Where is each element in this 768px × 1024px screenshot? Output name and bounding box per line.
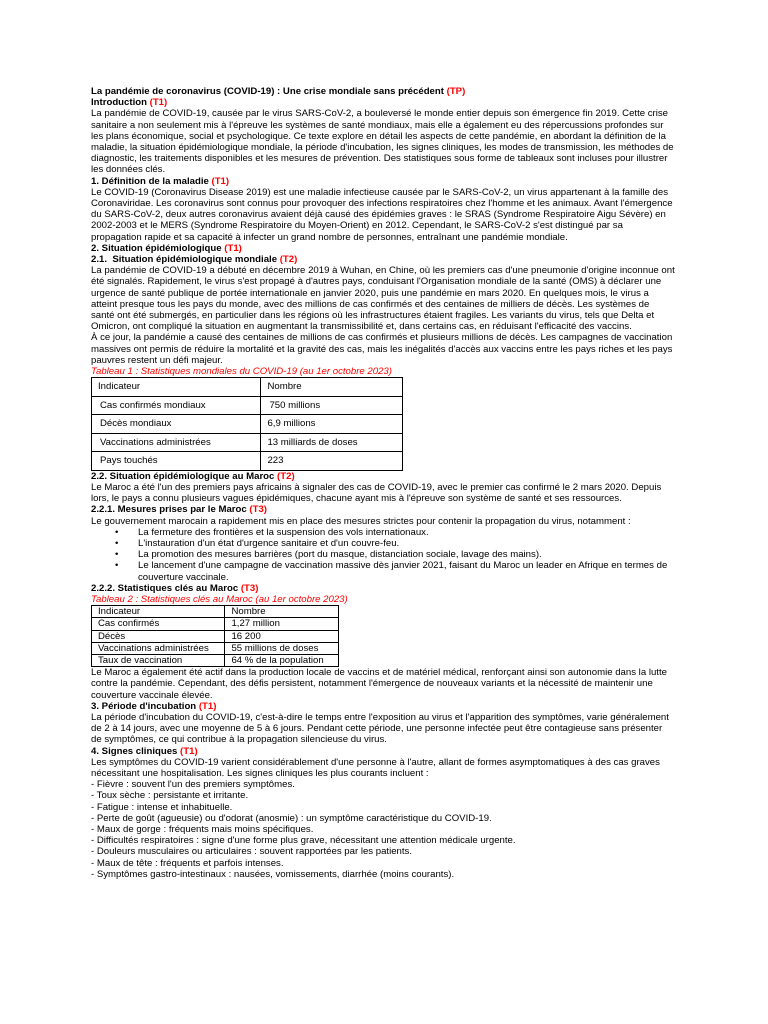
table-header-row [92, 606, 339, 618]
symptom-item: - Fièvre : souvent l'un des premiers symptômes. [91, 779, 295, 791]
table-cell: 55 millions de doses [225, 642, 339, 654]
section-2-2-heading [91, 471, 675, 482]
intro-tag: (T1) [149, 97, 168, 109]
table-cell: 16 200 [225, 630, 339, 642]
table-1-caption: Tableau 1 : Statistiques mondiales du COVID-19 (au 1er octobre 2023) [91, 366, 392, 378]
table-header-row [92, 378, 403, 397]
table-row [92, 642, 339, 654]
table-cell: 6,9 millions [261, 415, 403, 434]
table-row [92, 630, 339, 642]
bullet-icon: • [115, 538, 119, 549]
section-2-2-2-heading [91, 583, 675, 594]
title-tag: (TP) [446, 86, 466, 97]
section-2-heading [91, 243, 675, 254]
symptom-item: - Perte de goût (agueusie) ou d'odorat (anosmie) : un symptôme caractéristique du COVID-19. [91, 812, 492, 824]
section-2-1-paragraph-2: À ce jour, la pandémie a causé des centaines de millions de cas confirmés et plusieurs millions de décès. Les campagnes de vaccination massives ont permis de réduire la mortalité et la gravité des cas, mais les inégalités d'accès aux vaccins entre les pays riches et les pays pauvres restent un défi majeur. [91, 332, 673, 366]
bullet-icon: • [115, 549, 119, 561]
list-item-text: La fermeture des frontières et la suspension des vols internationaux. [138, 526, 429, 538]
table-2 [91, 605, 339, 667]
section-2-tag: (T1) [224, 242, 242, 254]
section-2-2-1-heading-text: 2.2.1. Mesures prises par le Maroc [91, 504, 247, 516]
section-2-2-1-paragraph: Le gouvernement marocain a rapidement mis en place des mesures strictes pour contenir la propagation du virus, notamment : [91, 515, 631, 527]
symptom-item: - Difficultés respiratoires : signe d'une forme plus grave, nécessitant une attention médicale urgente. [91, 835, 516, 847]
symptom-item: - Maux de tête : fréquents et parfois intenses. [91, 857, 284, 869]
intro-heading-text: Introduction [91, 97, 147, 109]
table-cell: Cas confirmés [92, 618, 225, 630]
table-row [92, 618, 339, 630]
section-1-tag: (T1) [211, 175, 230, 187]
list-item-text: Le lancement d'une campagne de vaccination massive dès janvier 2021, faisant du Maroc un leader en Afrique en termes de couverture vaccinale. [138, 560, 668, 583]
symptom-item: - Maux de gorge : fréquents mais moins spécifiques. [91, 824, 314, 836]
table-header-cell: Indicateur [92, 378, 261, 397]
table-cell: 750 millions [261, 396, 403, 415]
section-1-paragraph: Le COVID-19 (Coronavirus Disease 2019) est une maladie infectieuse causée par le SARS-CoV-2, un virus appartenant à la famille des Coronaviridae. Les coronavirus sont connus pour provoquer des infections respiratoires chez l'homme et les animaux. Avant l'émergence du SARS-CoV-2, deux autres coronavirus avaient déjà causé des épidémies graves : le SRAS (Syndrome Respiratoire Aigu Sévère) en 2002-2003 et le MERS (Syndrome Respiratoire du Moyen-Orient) en 2012. Cependant, le SARS-CoV-2 s'est distingué par sa propagation rapide et sa capacité à infecter un grand nombre de personnes, entraînant une pandémie mondiale. [91, 186, 673, 243]
bullet-icon: • [115, 560, 119, 572]
table-cell: Décès [92, 630, 225, 642]
section-2-2-2-paragraph: Le Maroc a également été actif dans la production locale de vaccins et de matériel médical, renforçant ainsi son autonomie dans la lutte contre la pandémie. Cependant, des défis persistent, notamment l'émergence de nouveaux variants et la nécessité de maintenir une couverture vaccinale élevée. [91, 667, 667, 701]
table-cell: Pays touchés [92, 452, 261, 471]
list-item [91, 549, 675, 560]
table-cell: 13 milliards de doses [261, 433, 403, 452]
table-cell: Décès mondiaux [92, 415, 261, 434]
section-4-paragraph: Les symptômes du COVID-19 varient considérablement d'une personne à l'autre, allant de formes asymptomatiques à des cas graves nécessitant une hospitalisation. Les signes cliniques les plus courants incluent : [91, 756, 660, 780]
document-title [91, 86, 675, 97]
table-cell: Cas confirmés mondiaux [92, 396, 261, 415]
table-cell: Vaccinations administrées [92, 433, 261, 452]
section-2-2-2-heading-text: 2.2.2. Statistiques clés au Maroc [91, 582, 239, 594]
document-page [91, 86, 675, 880]
section-2-2-2-tag: (T3) [240, 582, 259, 594]
section-2-1-heading [91, 254, 675, 265]
title-text: La pandémie de coronavirus (COVID-19) : Une crise mondiale sans précédent [91, 86, 444, 97]
section-2-1-paragraph-1: La pandémie de COVID-19 a débuté en décembre 2019 à Wuhan, en Chine, où les premiers cas d'une pneumonie d'origine inconnue ont été signalés. Rapidement, le virus s'est propagé à d'autres pays, conduisant l'Organisation mondiale de la santé (OMS) à déclarer une urgence de santé publique de portée internationale en janvier 2020, puis une pandémie en mars 2020. En quelques mois, le virus a atteint presque tous les pays du monde, avec des millions de cas confirmés et des centaines de milliers de décès. Les systèmes de santé ont été submergés, en particulier dans les régions où les infrastructures étaient fragiles. Les variants du virus, tels que Delta et Omicron, ont compliqué la situation en augmentant la transmissibilité et, dans certains cas, en réduisant l'efficacité des vaccins. [91, 265, 675, 333]
section-3-tag: (T1) [198, 700, 217, 712]
table-header-cell: Nombre [225, 606, 339, 618]
symptom-item: - Fatigue : intense et inhabituelle. [91, 801, 233, 813]
section-2-1-tag: (T2) [279, 254, 298, 266]
section-2-heading-text: 2. Situation épidémiologique [91, 242, 222, 254]
table-1 [91, 377, 403, 471]
list-item [91, 527, 675, 538]
list-item [91, 560, 675, 582]
section-3-paragraph: La période d'incubation du COVID-19, c'est-à-dire le temps entre l'exposition au virus et l'apparition des symptômes, varie généralement de 2 à 14 jours, avec une moyenne de 5 à 6 jours. Pendant cette période, une personne infectée peut être contagieuse sans présenter de symptômes, ce qui contribue à la propagation silencieuse du virus. [91, 712, 669, 746]
section-3-heading-text: 3. Période d'incubation [91, 700, 197, 712]
table-row [92, 452, 403, 471]
section-4-tag: (T1) [180, 745, 198, 757]
table-2-caption: Tableau 2 : Statistiques clés au Maroc (au 1er octobre 2023) [91, 594, 348, 606]
section-2-1-heading-text: 2.1. Situation épidémiologique mondiale [91, 254, 278, 266]
bullet-icon: • [115, 526, 119, 538]
section-1-heading-text: 1. Définition de la maladie [91, 175, 209, 187]
table-cell: Vaccinations administrées [92, 642, 225, 654]
section-2-2-paragraph: Le Maroc a été l'un des premiers pays africains à signaler des cas de COVID-19, avec le premier cas confirmé le 2 mars 2020. Depuis lors, le pays a connu plusieurs vagues épidémiques, chacune ayant mis à l'épreuve son système de santé et ses ressources. [91, 481, 662, 505]
table-row [92, 655, 339, 667]
section-4-heading-text: 4. Signes cliniques [91, 745, 178, 757]
section-4-heading [91, 746, 675, 757]
section-2-2-heading-text: 2.2. Situation épidémiologique au Maroc [91, 470, 275, 482]
table-header-cell: Nombre [261, 378, 403, 397]
section-2-2-tag: (T2) [277, 470, 295, 482]
symptom-item: - Douleurs musculaires ou articulaires : souvent rapportées par les patients. [91, 846, 413, 858]
table-cell: Taux de vaccination [92, 655, 225, 667]
table-cell: 1,27 million [225, 618, 339, 630]
intro-heading [91, 97, 675, 108]
list-item [91, 538, 675, 549]
symptom-item: - Toux sèche : persistante et irritante. [91, 790, 249, 802]
list-item-text: L'instauration d'un état d'urgence sanitaire et d'un couvre-feu. [138, 538, 400, 549]
section-1-heading [91, 176, 675, 187]
symptom-item: - Symptômes gastro-intestinaux : nausées, vomissements, diarrhée (moins courants). [91, 868, 455, 880]
list-item-text: La promotion des mesures barrières (port du masque, distanciation sociale, lavage des mains). [138, 549, 542, 561]
table-row [92, 415, 403, 434]
section-2-2-1-tag: (T3) [249, 504, 267, 516]
section-2-2-1-heading [91, 504, 675, 515]
intro-paragraph: La pandémie de COVID-19, causée par le virus SARS-CoV-2, a bouleversé le monde entier depuis son émergence fin 2019. Cette crise sanitaire a non seulement mis à l'épreuve les systèmes de santé mondiaux, mais elle a également eu des répercussions profondes sur les plans économique, social et psychologique. Ce texte explore en détail les aspects de cette pandémie, en abordant la définition de la maladie, la situation épidémiologique mondiale, la période d'incubation, les signes cliniques, les modes de transmission, les méthodes de diagnostic, les traitements disponibles et les mesures de prévention. Des statistiques sous forme de tableaux sont incluses pour illustrer les données clés. [91, 108, 674, 176]
table-cell: 223 [261, 452, 403, 471]
section-3-heading [91, 701, 675, 712]
table-row [92, 396, 403, 415]
table-header-cell: Indicateur [92, 606, 225, 618]
table-row [92, 433, 403, 452]
table-cell: 64 % de la population [225, 655, 339, 667]
